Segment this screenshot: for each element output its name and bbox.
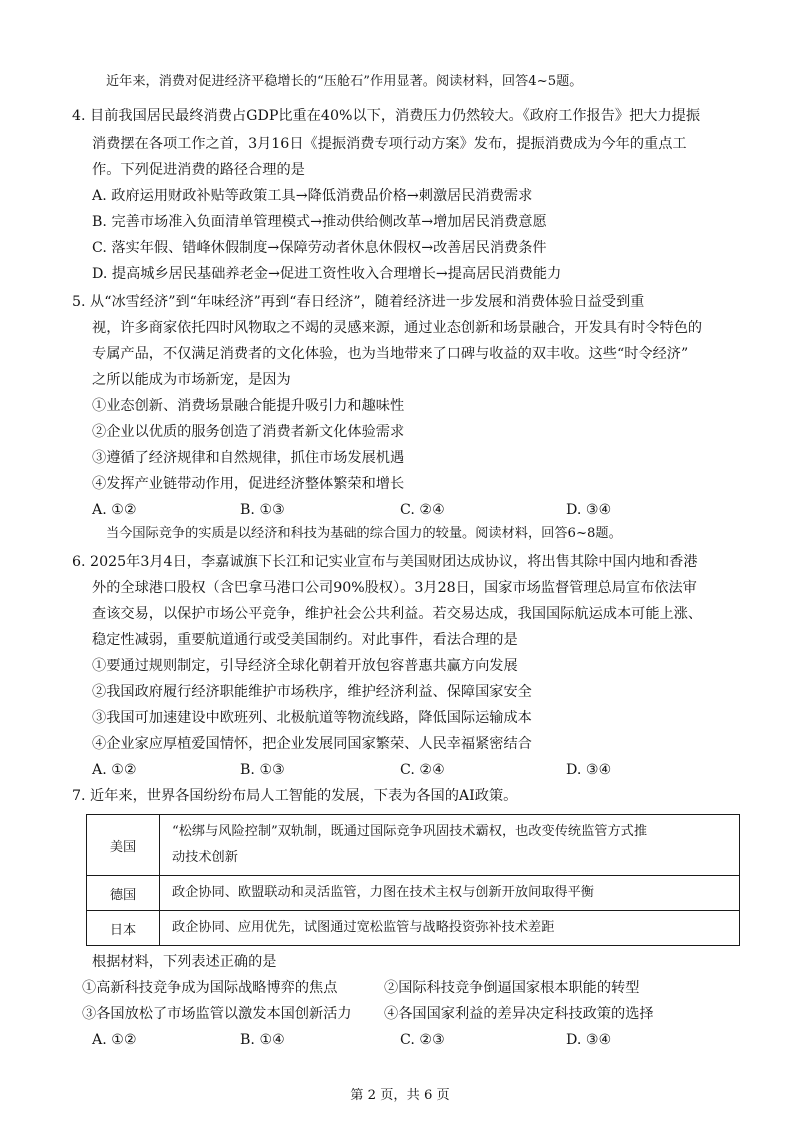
question-4-stem-line-2: 消费摆在各项工作之首，3月16日《提振消费专项行动方案》发布，提振消费成为今年的重点工 (92, 136, 687, 152)
question-5-statement-4: ④发挥产业链带动作用，促进经济整体繁荣和增长 (92, 476, 405, 492)
question-6-stem-line-4: 稳定性减弱，重要航道通行或受美国制约。对此事件，看法合理的是 (92, 632, 518, 648)
table-cell-policy: 政企协同、应用优先，试图通过宽松监管与战略投资弥补技术差距 (160, 911, 740, 946)
question-6-stem-line-3: 查该交易，以保护市场公平竞争，维护社会公共利益。若交易达成，我国国际航运成本可能上涨、 (92, 606, 703, 622)
table-cell-policy (160, 815, 740, 876)
question-7-choice-b: B. ①④ (240, 1032, 285, 1048)
page-footer: 第 2 页，共 6 页 (350, 1088, 450, 1103)
question-6-statement-3: ③我国可加速建设中欧班列、北极航道等物流线路，降低国际运输成本 (92, 710, 532, 726)
policy-line: 动技术创新 (172, 850, 238, 865)
question-7-choice-a: A. ①② (92, 1032, 137, 1048)
question-7-stem: 7. 近年来，世界各国纷纷布局人工智能的发展，下表为各国的AI政策。 (72, 788, 518, 804)
table-cell-country: 美国 (87, 815, 160, 876)
question-5-choice-a: A. ①② (92, 502, 137, 518)
table-row (87, 876, 740, 911)
table-cell-policy: 政企协同、欧盟联动和灵活监管，力图在技术主权与创新开放间取得平衡 (160, 876, 740, 911)
question-5-stem-line-1: 5. 从“冰雪经济”到“年味经济”再到“春日经济”，随着经济进一步发展和消费体验日益受到重 (72, 294, 645, 310)
question-5-statement-2: ②企业以优质的服务创造了消费者新文化体验需求 (92, 424, 405, 440)
question-6-choice-c: C. ②④ (400, 762, 445, 778)
question-5-statement-3: ③遵循了经济规律和自然规律，抓住市场发展机遇 (92, 450, 405, 466)
policy-line: “松绑与风险控制”双轨制，既通过国际竞争巩固技术霸权，也改变传统监管方式推 (172, 824, 648, 839)
question-7-statement-4: ④各国国家利益的差异决定科技政策的选择 (384, 1006, 654, 1022)
question-6-stem-line-1: 6. 2025年3月4日，李嘉诚旗下长江和记实业宣布与美国财团达成协议，将出售其除中国内地和香港 (72, 554, 698, 570)
question-5-choice-d: D. ③④ (566, 502, 612, 518)
ai-policy-table (86, 814, 740, 946)
question-5-stem-line-4: 之所以能成为市场新宠，是因为 (92, 372, 291, 388)
question-5-choice-b: B. ①③ (240, 502, 285, 518)
question-4-stem-line-3: 作。下列促进消费的路径合理的是 (92, 162, 305, 178)
table-cell-country: 日本 (87, 911, 160, 946)
question-6-choice-d: D. ③④ (566, 762, 612, 778)
question-4-option-c: C. 落实年假、错峰休假制度→保障劳动者休息休假权→改善居民消费条件 (92, 240, 547, 256)
question-6-choice-a: A. ①② (92, 762, 137, 778)
question-6-statement-2: ②我国政府履行经济职能维护市场秩序，维护经济利益、保障国家安全 (92, 684, 532, 700)
question-5-stem-line-2: 视，许多商家依托四时风物取之不竭的灵感来源，通过业态创新和场景融合，开发具有时令特色的 (92, 320, 703, 336)
question-6-statement-4: ④企业家应厚植爱国情怀，把企业发展同国家繁荣、人民幸福紧密结合 (92, 736, 532, 752)
question-5-stem-line-3: 专属产品，不仅满足消费者的文化体验，也为当地带来了口碑与收益的双丰收。这些“时令经济” (92, 346, 689, 362)
question-6-stem-line-2: 外的全球港口股权（含巴拿马港口公司90%股权）。3月28日，国家市场监督管理总局宣布依法审 (92, 580, 697, 596)
question-4-option-b: B. 完善市场准入负面清单管理模式→推动供给侧改革→增加居民消费意愿 (92, 214, 547, 230)
question-4-stem-line-1: 4. 目前我国居民最终消费占GDP比重在40%以下，消费压力仍然较大。《政府工作报告》把大力提振 (72, 108, 701, 124)
question-4-option-d: D. 提高城乡居民基础养老金→促进工资性收入合理增长→提高居民消费能力 (92, 266, 562, 282)
question-7-statement-1: ①高新科技竞争成为国际战略博弈的焦点 (82, 980, 338, 996)
question-7-choice-d: D. ③④ (566, 1032, 612, 1048)
intro-6-8: 当今国际竞争的实质是以经济和科技为基础的综合国力的较量。阅读材料，回答6~8题。 (106, 526, 622, 541)
question-7-statement-2: ②国际科技竞争倒逼国家根本职能的转型 (384, 980, 640, 996)
table-row (87, 815, 740, 876)
question-5-statement-1: ①业态创新、消费场景融合能提升吸引力和趣味性 (92, 398, 405, 414)
question-6-statement-1: ①要通过规则制定，引导经济全球化朝着开放包容普惠共赢方向发展 (92, 658, 518, 674)
intro-4-5: 近年来，消费对促进经济平稳增长的“压舱石”作用显著。阅读材料，回答4~5题。 (106, 74, 583, 89)
question-7-choice-c: C. ②③ (400, 1032, 445, 1048)
question-5-choice-c: C. ②④ (400, 502, 445, 518)
question-4-option-a: A. 政府运用财政补贴等政策工具→降低消费品价格→刺激居民消费需求 (92, 188, 533, 204)
question-7-prompt: 根据材料，下列表述正确的是 (92, 954, 277, 970)
question-6-choice-b: B. ①③ (240, 762, 285, 778)
question-7-statement-3: ③各国放松了市场监管以激发本国创新活力 (82, 1006, 352, 1022)
table-row (87, 911, 740, 946)
table-cell-country: 德国 (87, 876, 160, 911)
